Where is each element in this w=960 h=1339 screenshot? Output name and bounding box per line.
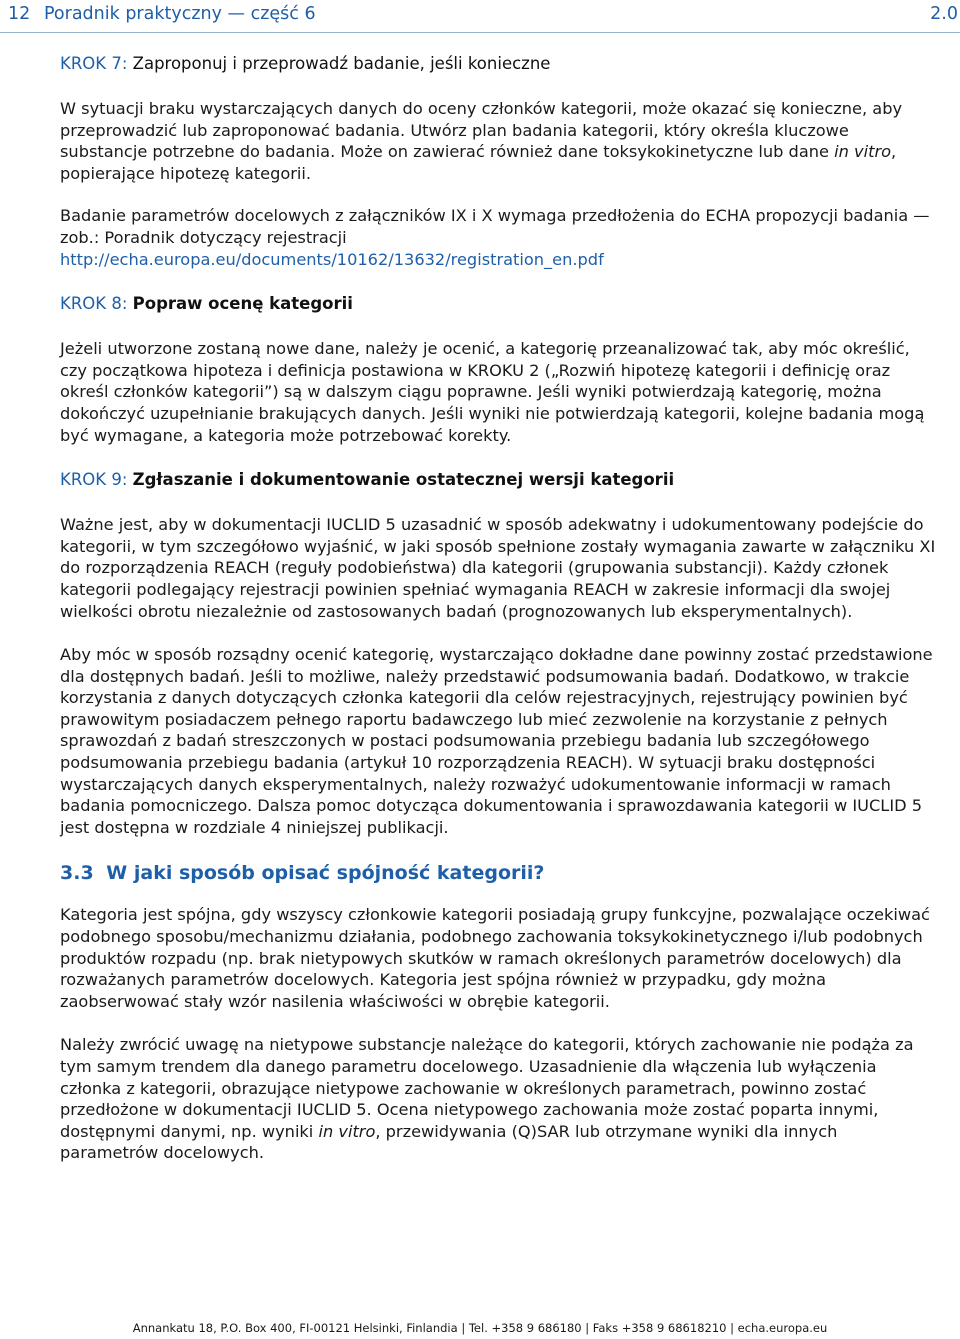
- page-header: [0, 0, 960, 33]
- step7-title: Zaproponuj i przeprowadź badanie, jeśli konieczne: [132, 54, 551, 73]
- step8-title: Popraw ocenę kategorii: [132, 294, 353, 314]
- page-footer: Annankatu 18, P.O. Box 400, FI-00121 Helsinki, Finlandia | Tel. +358 9 686180 | Faks +358 9 68618210 | echa.europa.eu: [132, 1321, 828, 1335]
- section-number: 3.3: [60, 862, 94, 885]
- document-title: Poradnik praktyczny — część 6: [44, 4, 316, 24]
- step7-label: KROK 7:: [60, 54, 128, 73]
- page-number: 12: [8, 4, 31, 24]
- step9-paragraph-2: Aby móc w sposób rozsądny ocenić kategorię, wystarczająco dokładne dane powinny zostać przedstawione dla dostępnych badań. Jeśli to możliwe, należy przedstawić podsumowania badań. Dodatkowo, w trakcie korzystania z danych dotyczących członka kategorii dla celów rejestracyjnych, rejestrujący powinien być prawowitym posiadaczem pełnego raportu badawczego lub mieć zezwolenie na korzystanie z pełnych sprawozdań z badań streszczonych w postaci podsumowania przebiegu badania lub szczegółowego podsumowania przebiegu badania (artykuł 10 rozporządzenia REACH). W sytuacji braku dostępności wystarczających danych eksperymentalnych, należy rozważyć udokumentowanie informacji w ramach badania pomocniczego. Dalsza pomoc dotycząca dokumentowania i sprawozdawania kategorii w IUCLID 5 jest dostępna w rozdziale 4 niniejszej publikacji.: [60, 645, 933, 837]
- section-p2-italic: in vitro: [318, 1121, 376, 1141]
- step8-heading: [60, 292, 940, 316]
- registration-guide-link[interactable]: http://echa.europa.eu/documents/10162/13632/registration_en.pdf: [60, 249, 604, 269]
- step7-paragraph-1: [60, 98, 940, 184]
- step7-p1-italic: in vitro: [834, 142, 892, 162]
- step8-paragraph-1: Jeżeli utworzone zostaną nowe dane, należy je ocenić, a kategorię przeanalizować tak, aby móc określić, czy początkowa hipoteza i definicja postawiona w KROKU 2 („Rozwiń hipotezę kategorii i definicję oraz określ członków kategorii”) są w dalszym ciągu poprawne. Jeśli wyniki potwierdzają kategorię, można dokończyć uzupełnianie brakujących danych. Jeśli wyniki nie potwierdzają kategorii, kolejne badania mogą być wymagane, a kategoria może potrzebować korekty.: [60, 339, 925, 445]
- main-content: [60, 52, 940, 1164]
- step8-label: KROK 8:: [60, 294, 128, 314]
- section-title: W jaki sposób opisać spójność kategorii?: [106, 862, 545, 885]
- step9-heading: [60, 468, 940, 492]
- section-p2-text-end: , przewidywania (Q)SAR lub otrzymane wyniki dla innych parametrów docelowych.: [60, 1121, 838, 1163]
- step7-p1-text: W sytuacji braku wystarczających danych do oceny członków kategorii, może okazać się konieczne, aby przeprowadzić lub zaproponować badania. Utwórz plan badania kategorii, który określa kluczowe substancje potrzebne do badania. Może on zawierać również dane toksykokinetyczne lub dane: [60, 99, 903, 162]
- step7-heading: [60, 52, 940, 76]
- section-3-3-paragraph-1: Kategoria jest spójna, gdy wszyscy członkowie kategorii posiadają grupy funkcyjne, pozwalające oczekiwać podobnego sposobu/mechanizmu działania, podobnego zachowania toksykokinetycznego i/lub podobnych produktów rozpadu (np. brak nietypowych skutków w ramach określonych parametrów docelowych) dla rozważanych parametrów docelowych. Kategoria jest spójna również w przypadku, gdy można zaobserwować stały wzór nasilenia właściwości w obrębie kategorii.: [60, 905, 930, 1011]
- step7-paragraph-2: [60, 205, 940, 270]
- step7-p2-text: Badanie parametrów docelowych z załączników IX i X wymaga przedłożenia do ECHA propozycji badania — zob.: Poradnik dotyczący rejestracji: [60, 206, 930, 247]
- step7-p1-text-end: , popierające hipotezę kategorii.: [60, 142, 897, 183]
- section-p2-text: Należy zwrócić uwagę na nietypowe substancje należące do kategorii, których zachowanie nie podąża za tym samym trendem dla danego parametru docelowego. Uzasadnienie dla włączenia lub wyłączenia członka z kategorii, obrazujące nietypowe zachowanie w określonych parametrach, powinno zostać przedłożone w dokumentacji IUCLID 5. Ocena nietypowego zachowania może zostać poparta innymi, dostępnymi danymi, np. wyniki: [60, 1035, 914, 1141]
- section-3-3-paragraph-2: [60, 1034, 940, 1164]
- step9-title: Zgłaszanie i dokumentowanie ostatecznej wersji kategorii: [132, 470, 675, 490]
- section-3-3-heading: [60, 860, 940, 886]
- step9-label: KROK 9:: [60, 470, 128, 490]
- document-version: 2.0: [930, 4, 958, 24]
- step9-paragraph-1: Ważne jest, aby w dokumentacji IUCLID 5 uzasadnić w sposób adekwatny i udokumentowany podejście do kategorii, w tym szczegółowo wyjaśnić, w jaki sposób spełnione zostały wymagania zawarte w załączniku XI do rozporządzenia REACH (reguły podobieństwa) dla kategorii (grupowania substancji). Każdy członek kategorii podlegający rejestracji powinien spełniać wymagania REACH w zakresie informacji dla swojej wielkości obrotu niezależnie od zastosowanych badań (prognozowanych lub eksperymentalnych).: [60, 515, 936, 621]
